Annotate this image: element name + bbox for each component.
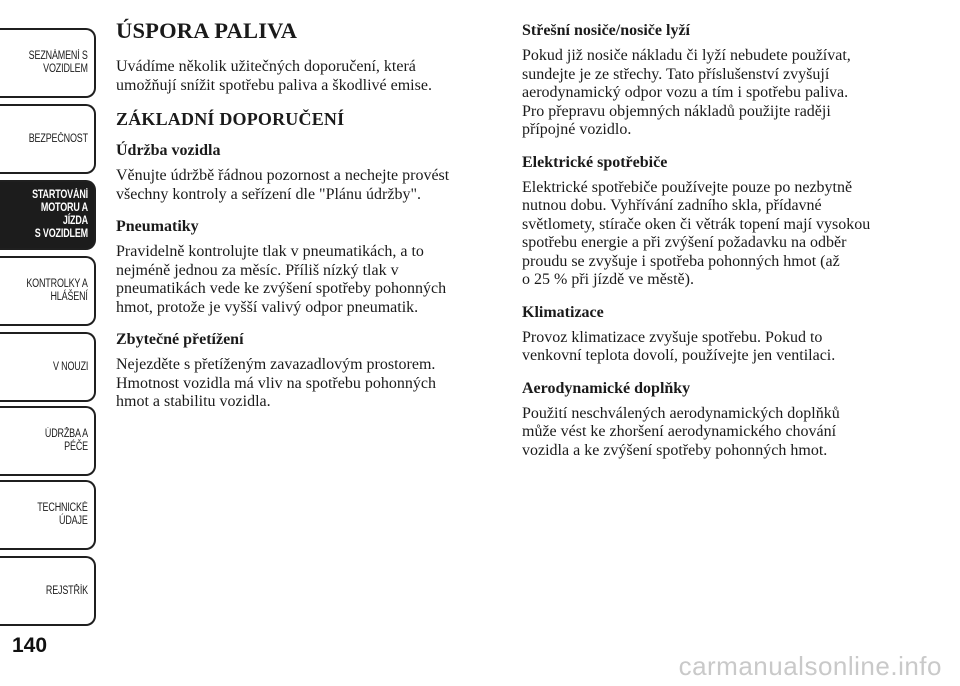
item-text: Věnujte údržbě řádnou pozornost a nechejte provést všechny kontroly a seřízení dle "Plánu údržby". bbox=[116, 167, 450, 203]
watermark: carmanualsonline.info bbox=[678, 651, 942, 681]
page-title: ÚSPORA PALIVA bbox=[116, 18, 298, 43]
item-text: Použití neschválených aerodynamických doplňků může vést ke zhoršení aerodynamického chování vozidla a ke zvýšení spotřeby pohonných hmot. bbox=[522, 404, 840, 459]
item-heading: Aerodynamické doplňky bbox=[522, 379, 691, 397]
page-number: 140 bbox=[12, 634, 48, 657]
tab-label: V NOUZI bbox=[52, 360, 88, 373]
item-heading: Pneumatiky bbox=[116, 218, 199, 235]
item-heading: Elektrické spotřebiče bbox=[522, 153, 668, 171]
tab-startovani-motoru-a-jizda[interactable] bbox=[0, 180, 96, 250]
tab-bezpecnost[interactable] bbox=[0, 104, 96, 174]
tab-kontrolky-a-hlaseni[interactable] bbox=[0, 256, 96, 326]
item-text: Pokud již nosiče nákladu či lyží nebudete používat, sundejte je ze střechy. Tato příslušenství zvyšují aerodynamický odpor vozu a tím i spotřebu paliva. Pro přepravu objemných nákladů použijte raději přípojné vozidlo. bbox=[522, 47, 851, 138]
tab-rejstrik[interactable] bbox=[0, 556, 96, 626]
item-text: Nejezděte s přetíženým zavazadlovým prostorem. Hmotnost vozidla má vliv na spotřebu pohonných hmot a stabilitu vozidla. bbox=[116, 356, 436, 410]
tab-label: KONTROLKY A HLÁŠENÍ bbox=[26, 278, 88, 303]
tab-label: REJSTŘÍK bbox=[45, 584, 88, 597]
tab-label: BEZPEČNOST bbox=[28, 132, 88, 145]
item-text: Pravidelně kontrolujte tlak v pneumatikách, a to nejméně jednou za měsíc. Příliš nízký tlak v pneumatikách vede ke zvýšení spotřeby pohonných hmot, protože je vyšší valivý odpor pneumatik. bbox=[116, 243, 447, 316]
item-text: Provoz klimatizace zvyšuje spotřebu. Pokud to venkovní teplota dovolí, používejte jen ventilaci. bbox=[522, 328, 836, 364]
tab-label: STARTOVÁNÍ MOTORU A JÍZDA S VOZIDLEM bbox=[32, 189, 88, 240]
tab-v-nouzi[interactable] bbox=[0, 332, 96, 402]
tab-seznameni-s-vozidlem[interactable] bbox=[0, 28, 96, 98]
intro-paragraph: Uvádíme několik užitečných doporučení, která umožňují snížit spotřebu paliva a škodlivé emise. bbox=[116, 58, 432, 94]
section-title: ZÁKLADNÍ DOPORUČENÍ bbox=[116, 109, 345, 129]
tab-technicke-udaje[interactable] bbox=[0, 480, 96, 550]
item-heading: Zbytečné přetížení bbox=[116, 331, 244, 348]
tab-label: SEZNÁMENÍ S VOZIDLEM bbox=[28, 50, 88, 75]
tab-label: ÚDRŽBA A PÉČE bbox=[44, 428, 88, 453]
tab-label: TECHNICKÉ ÚDAJE bbox=[37, 502, 88, 527]
item-text: Elektrické spotřebiče používejte pouze po nezbytně nutnou dobu. Vyhřívání zadního skla, přídavné světlomety, stírače oken či větrák topení mají vysokou spotřebu energie a při zvýšení požadavku na odběr proudu se zvyšuje i spotřeba pohonných hmot (až o 25 % při jízdě ve městě). bbox=[522, 178, 871, 288]
tab-udrzba-a-pece[interactable] bbox=[0, 406, 96, 476]
right-column bbox=[522, 22, 922, 474]
left-column bbox=[116, 18, 488, 426]
item-heading: Údržba vozidla bbox=[116, 142, 221, 159]
item-heading: Klimatizace bbox=[522, 303, 604, 321]
item-heading: Střešní nosiče/nosiče lyží bbox=[522, 22, 690, 39]
